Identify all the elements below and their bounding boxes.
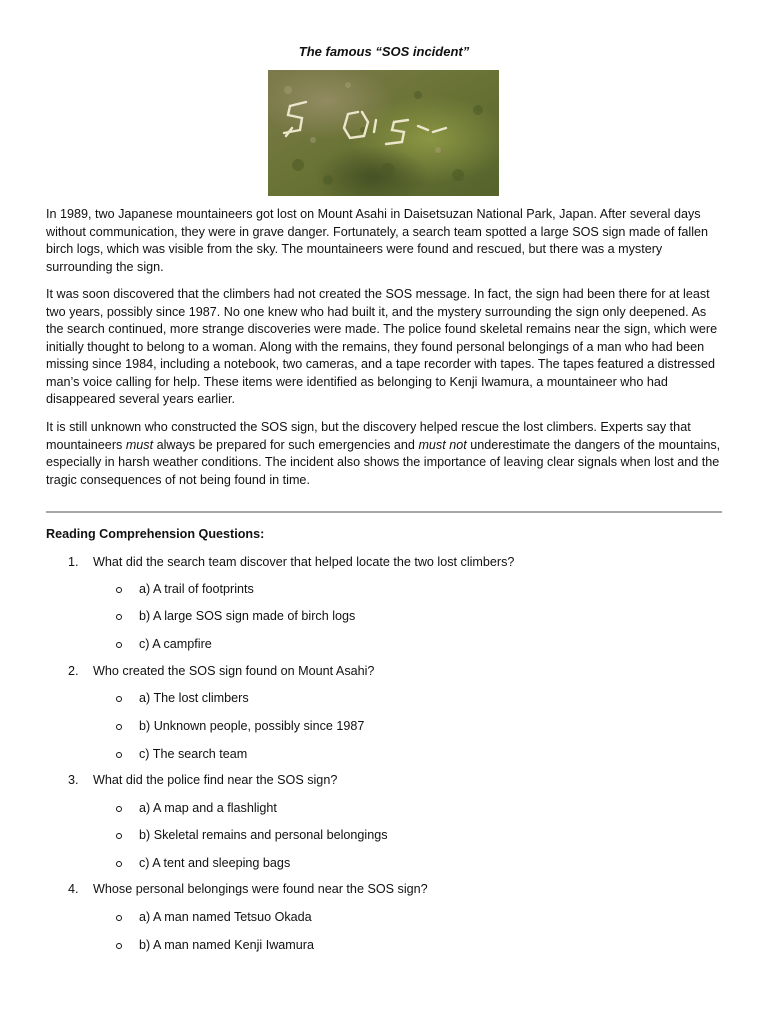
question-number: 3. (68, 773, 79, 787)
option-text: b) A large SOS sign made of birch logs (139, 609, 356, 623)
question-text: Who created the SOS sign found on Mount Asahi? (93, 664, 375, 678)
option-text: b) A man named Kenji Iwamura (139, 938, 315, 952)
circle-bullet-icon (116, 752, 122, 758)
circle-bullet-icon (116, 806, 122, 812)
paragraph-conclusion (46, 419, 722, 489)
paragraph-conclusion-part-c: underestimate the dangers of the mountains, especially in harsh weather conditions. The incident also shows the importance of leaving clear signals when lost and the tragic consequences of not being found in time. (46, 437, 721, 487)
question-number: 4. (68, 882, 79, 896)
page-title: The famous “SOS incident” (298, 44, 470, 59)
question-text: What did the police find near the SOS sign? (93, 773, 338, 787)
paragraph-conclusion-part-b: always be prepared for such emergencies and (153, 437, 419, 452)
circle-bullet-icon (116, 614, 122, 620)
circle-bullet-icon (116, 724, 122, 730)
option-text: b) Unknown people, possibly since 1987 (139, 719, 365, 733)
section-divider (46, 511, 722, 513)
circle-bullet-icon (116, 587, 122, 593)
circle-bullet-icon (116, 833, 122, 839)
circle-bullet-icon (116, 915, 122, 921)
question-number: 1. (68, 555, 79, 569)
question-text: What did the search team discover that helped locate the two lost climbers? (93, 555, 515, 569)
option-text: c) A tent and sleeping bags (139, 856, 291, 870)
circle-bullet-icon (116, 861, 122, 867)
option-text: c) A campfire (139, 637, 212, 651)
questions-heading: Reading Comprehension Questions: (46, 527, 265, 541)
question-number: 2. (68, 664, 79, 678)
paragraph-intro: In 1989, two Japanese mountaineers got lost on Mount Asahi in Daisetsuzan National Park, Japan. After several days without communication, they were in grave danger. Fortunately, a search team spotted a large SOS sign made of fallen birch logs, which was visible from the sky. The mountaineers were found and rescued, but there was a mystery surrounding the sign. (46, 207, 708, 274)
circle-bullet-icon (116, 642, 122, 648)
circle-bullet-icon (116, 943, 122, 949)
option-text: b) Skeletal remains and personal belongings (139, 828, 388, 842)
option-text: a) A man named Tetsuo Okada (139, 910, 312, 924)
option-text: a) The lost climbers (139, 691, 249, 705)
emphasis-must-not: must not (418, 437, 467, 452)
circle-bullet-icon (116, 696, 122, 702)
emphasis-must: must (125, 437, 154, 452)
question-text: Whose personal belongings were found near the SOS sign? (93, 882, 428, 896)
option-text: a) A trail of footprints (139, 582, 254, 596)
paragraph-conclusion-part-a: It is still unknown who constructed the SOS sign, but the discovery helped rescue the lost climbers. Experts say that mountaineers (46, 420, 691, 452)
paragraph-mystery: It was soon discovered that the climbers had not created the SOS message. In fact, the sign had been there for at least two years, possibly since 1987. No one knew who had built it, and the mystery surrounding the sign only deepened. As the search continued, more strange discoveries were made. The police found skeletal remains near the sign, which were initially thought to belong to a woman. Along with the remains, they found personal belongings of a man who had been missing since 1984, including a notebook, two cameras, and a tape recorder with tapes. The tapes featured a distressed man’s voice calling for help. These items were identified as belonging to Kenji Iwamura, a mountaineer who had disappeared several years earlier. (46, 287, 718, 406)
option-text: c) The search team (139, 747, 248, 761)
sos-sign-photo (268, 70, 499, 196)
option-text: a) A map and a flashlight (139, 801, 277, 815)
